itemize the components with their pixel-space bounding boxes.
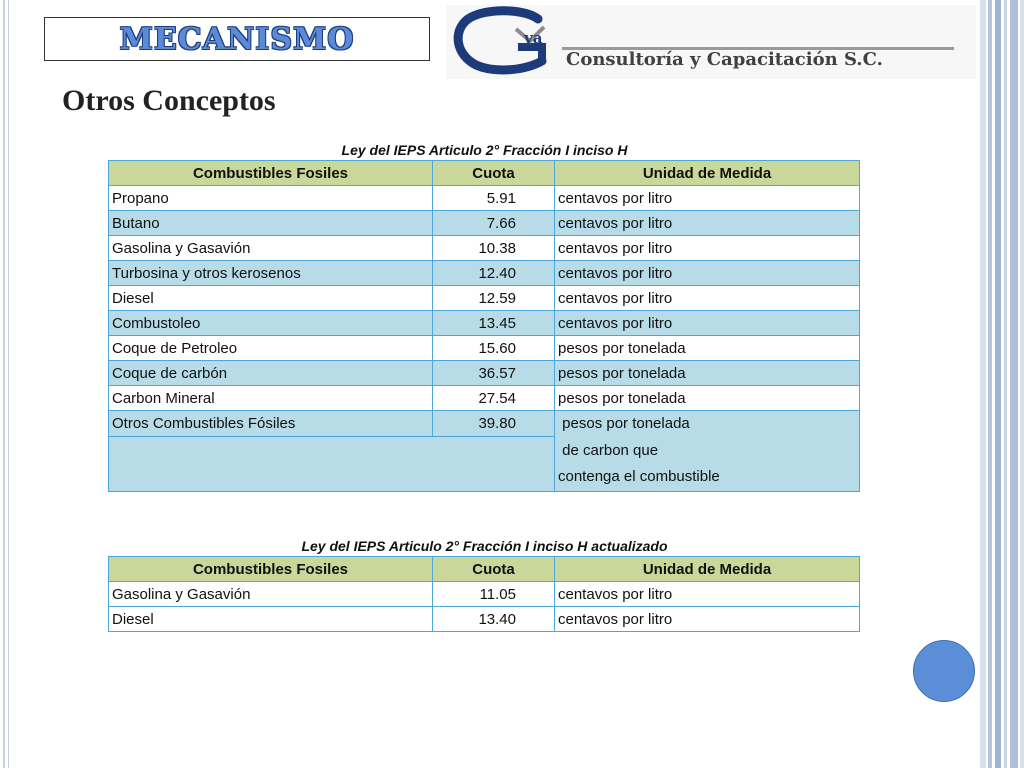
unit-cell: centavos por litro [555, 311, 860, 336]
table-row [109, 286, 860, 311]
cuota-cell: 12.59 [433, 286, 555, 311]
unit-cell: centavos por litro [555, 261, 860, 286]
slide-nav-circle-button[interactable] [913, 640, 975, 702]
left-frame-line [3, 0, 5, 768]
gva-logo-mark-icon [446, 5, 566, 79]
unit-cell-multiline [555, 411, 860, 492]
table-row [109, 386, 860, 411]
unit-cell: centavos por litro [555, 211, 860, 236]
cuota-cell: 13.45 [433, 311, 555, 336]
table-row [109, 311, 860, 336]
column-header-unit: Unidad de Medida [555, 161, 860, 186]
table-row [109, 582, 860, 607]
right-frame-bar [1020, 0, 1024, 768]
title-box [44, 17, 430, 61]
cuota-cell: 10.38 [433, 236, 555, 261]
fuel-cell: Carbon Mineral [109, 386, 433, 411]
unit-cell: centavos por litro [555, 186, 860, 211]
unit-cell: pesos por tonelada [555, 336, 860, 361]
table-row [109, 236, 860, 261]
column-header-fuel: Combustibles Fosiles [109, 161, 433, 186]
table2-caption: Ley del IEPS Articulo 2° Fracción I inciso H actualizado [301, 538, 668, 554]
table-row [109, 336, 860, 361]
unit-cell: centavos por litro [555, 582, 860, 607]
fuel-cell: Propano [109, 186, 433, 211]
unit-cell: pesos por tonelada [555, 386, 860, 411]
column-header-cuota: Cuota [433, 161, 555, 186]
unit-line: contenga el combustible [558, 468, 720, 485]
unit-cell: pesos por tonelada [555, 361, 860, 386]
unit-line: de carbon que [558, 441, 659, 459]
right-frame-bar [988, 0, 992, 768]
unit-cell: centavos por litro [555, 236, 860, 261]
cuota-cell: 12.40 [433, 261, 555, 286]
fuel-cell: Gasolina y Gasavión [109, 236, 433, 261]
cuota-cell: 39.80 [433, 411, 555, 437]
cuota-cell: 7.66 [433, 211, 555, 236]
column-header-unit: Unidad de Medida [555, 557, 860, 582]
table-row [109, 411, 860, 437]
section-heading: Otros Conceptos [62, 84, 276, 117]
fuel-cell: Diesel [109, 607, 433, 632]
fuel-cell: Otros Combustibles Fósiles [109, 411, 433, 437]
right-frame-bar [995, 0, 1001, 768]
fuel-quota-table [108, 160, 860, 492]
fuel-cell: Diesel [109, 286, 433, 311]
right-frame-bar [1004, 0, 1007, 768]
column-header-cuota: Cuota [433, 557, 555, 582]
table-row [109, 186, 860, 211]
slide-title: MECANISMO [119, 22, 355, 57]
company-logo [446, 5, 976, 79]
fuel-cell: Coque de Petroleo [109, 336, 433, 361]
empty-cell [109, 437, 555, 491]
cuota-cell: 27.54 [433, 386, 555, 411]
cuota-cell: 5.91 [433, 186, 555, 211]
right-frame-bar [1010, 0, 1018, 768]
cuota-cell: 11.05 [433, 582, 555, 607]
fuel-cell: Gasolina y Gasavión [109, 582, 433, 607]
unit-cell: centavos por litro [555, 607, 860, 632]
right-frame-bar [980, 0, 986, 768]
table-header-row [109, 557, 860, 582]
unit-line: pesos por tonelada [558, 415, 690, 432]
table-row [109, 261, 860, 286]
logo-mark-text: va [524, 29, 543, 47]
table-row [109, 361, 860, 386]
fuel-cell: Butano [109, 211, 433, 236]
fuel-cell: Combustoleo [109, 311, 433, 336]
table-row [109, 211, 860, 236]
table-header-row [109, 161, 860, 186]
table1-caption: Ley del IEPS Articulo 2° Fracción I inciso H [341, 142, 628, 158]
fuel-cell: Coque de carbón [109, 361, 433, 386]
unit-cell: centavos por litro [555, 286, 860, 311]
fuel-quota-updated-table [108, 556, 860, 632]
fuel-cell: Turbosina y otros kerosenos [109, 261, 433, 286]
left-frame-line-inner [8, 0, 9, 768]
table-row [109, 607, 860, 632]
cuota-cell: 15.60 [433, 336, 555, 361]
column-header-fuel: Combustibles Fosiles [109, 557, 433, 582]
cuota-cell: 36.57 [433, 361, 555, 386]
cuota-cell: 13.40 [433, 607, 555, 632]
logo-company-name: Consultoría y Capacitación S.C. [566, 49, 883, 70]
